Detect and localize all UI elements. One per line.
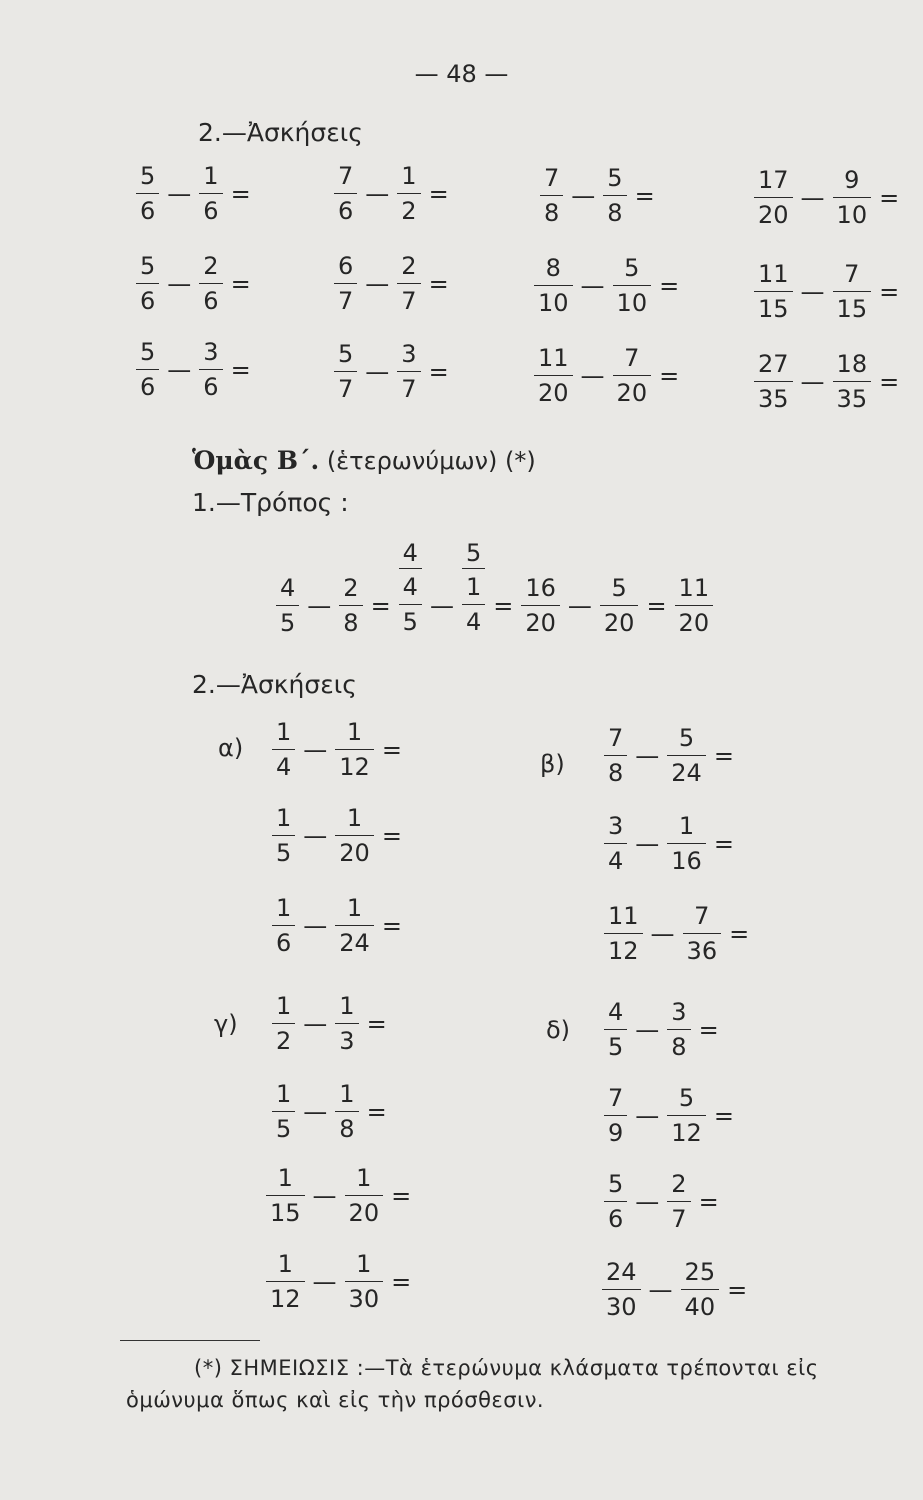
fraction: $\frac{11}{20}$ — [675, 576, 714, 635]
gamma-exercise-1: $\frac{1}{2}$ — $\frac{1}{3}$ = — [272, 994, 387, 1053]
gamma-exercise-3: $\frac{1}{15}$ — $\frac{1}{20}$ = — [266, 1166, 411, 1225]
alpha-exercise-1: $\frac{1}{4}$ — $\frac{1}{12}$ = — [272, 720, 402, 779]
beta-exercise-2: $\frac{3}{4}$ — $\frac{1}{16}$ = — [604, 814, 734, 873]
delta-exercise-2: $\frac{7}{9}$ — $\frac{5}{12}$ = — [604, 1086, 734, 1145]
page-number: — 48 — — [414, 60, 509, 88]
exercises-heading-1: 2.—Ἀσκήσεις — [198, 118, 363, 147]
fraction: $\frac{2}{8}$ — [339, 576, 362, 635]
fraction: $\frac{5}{6}$ — [136, 164, 159, 223]
exercise-row1-col1: $\frac{5}{6}$ — $\frac{1}{6}$ = — [136, 164, 251, 223]
exercise-row2-col2: $\frac{6}{7}$ — $\frac{2}{7}$ = — [334, 254, 449, 313]
exercises-heading-2: 2.—Ἀσκήσεις — [192, 670, 357, 699]
group-alpha-label: α) — [218, 734, 244, 762]
method-heading: 1.—Τρόπος : — [192, 488, 349, 517]
exercise-row1-col4: $\frac{17}{20}$ — $\frac{9}{10}$ = — [754, 168, 899, 227]
delta-exercise-4: $\frac{24}{30}$ — $\frac{25}{40}$ = — [602, 1260, 747, 1319]
exercise-row1-col2: $\frac{7}{6}$ — $\frac{1}{2}$ = — [334, 164, 449, 223]
method-example: $\frac{4}{5}$ — $\frac{2}{8}$ = 4 $\frac{4}{5}$ — 5 $\frac{1}{4}$ = $\frac{16}{20}$ — $\frac{5}{20}$ = $\frac{11}{20}$ — [276, 540, 713, 635]
fraction: $\frac{4}{5}$ — [276, 576, 299, 635]
fraction: $\frac{1}{6}$ — [199, 164, 222, 223]
group-beta-label: β) — [540, 750, 565, 778]
exercise-row3-col4: $\frac{27}{35}$ — $\frac{18}{35}$ = — [754, 352, 899, 411]
exercise-row1-col3: $\frac{7}{8}$ — $\frac{5}{8}$ = — [540, 166, 655, 225]
exercise-row3-col1: $\frac{5}{6}$ — $\frac{3}{6}$ = — [136, 340, 251, 399]
delta-exercise-1: $\frac{4}{5}$ — $\frac{3}{8}$ = — [604, 1000, 719, 1059]
footnote-line-1: (*) ΣΗΜΕΙΩΣΙΣ :—Τὰ ἑτερώνυμα κλάσματα τρέπονται εἰς — [194, 1356, 819, 1380]
gamma-exercise-2: $\frac{1}{5}$ — $\frac{1}{8}$ = — [272, 1082, 387, 1141]
alpha-exercise-3: $\frac{1}{6}$ — $\frac{1}{24}$ = — [272, 896, 402, 955]
group-b-title: Ὁμὰς Β΄. — [192, 446, 320, 475]
fraction: $\frac{5}{20}$ — [600, 576, 639, 635]
alpha-exercise-2: $\frac{1}{5}$ — $\frac{1}{20}$ = — [272, 806, 402, 865]
exercise-row2-col3: $\frac{8}{10}$ — $\frac{5}{10}$ = — [534, 256, 679, 315]
group-delta-label: δ) — [546, 1016, 571, 1044]
group-b-subtitle: (ἑτερωνύμων) (*) — [326, 447, 536, 475]
group-gamma-label: γ) — [214, 1010, 238, 1038]
group-b-heading — [192, 446, 536, 475]
exercise-row2-col4: $\frac{11}{15}$ — $\frac{7}{15}$ = — [754, 262, 899, 321]
gamma-exercise-4: $\frac{1}{12}$ — $\frac{1}{30}$ = — [266, 1252, 411, 1311]
exercise-row3-col3: $\frac{11}{20}$ — $\frac{7}{20}$ = — [534, 346, 679, 405]
exercise-row3-col2: $\frac{5}{7}$ — $\frac{3}{7}$ = — [334, 342, 449, 401]
fraction-with-multiplier: 4 $\frac{4}{5}$ — [399, 541, 422, 634]
footnote-divider — [120, 1340, 260, 1341]
exercise-row2-col1: $\frac{5}{6}$ — $\frac{2}{6}$ = — [136, 254, 251, 313]
fraction-with-multiplier: 5 $\frac{1}{4}$ — [462, 541, 485, 634]
beta-exercise-1: $\frac{7}{8}$ — $\frac{5}{24}$ = — [604, 726, 734, 785]
fraction: $\frac{16}{20}$ — [521, 576, 560, 635]
delta-exercise-3: $\frac{5}{6}$ — $\frac{2}{7}$ = — [604, 1172, 719, 1231]
footnote-line-2: ὁμώνυμα ὅπως καὶ εἰς τὴν πρόσθεσιν. — [126, 1388, 545, 1412]
beta-exercise-3: $\frac{11}{12}$ — $\frac{7}{36}$ = — [604, 904, 749, 963]
